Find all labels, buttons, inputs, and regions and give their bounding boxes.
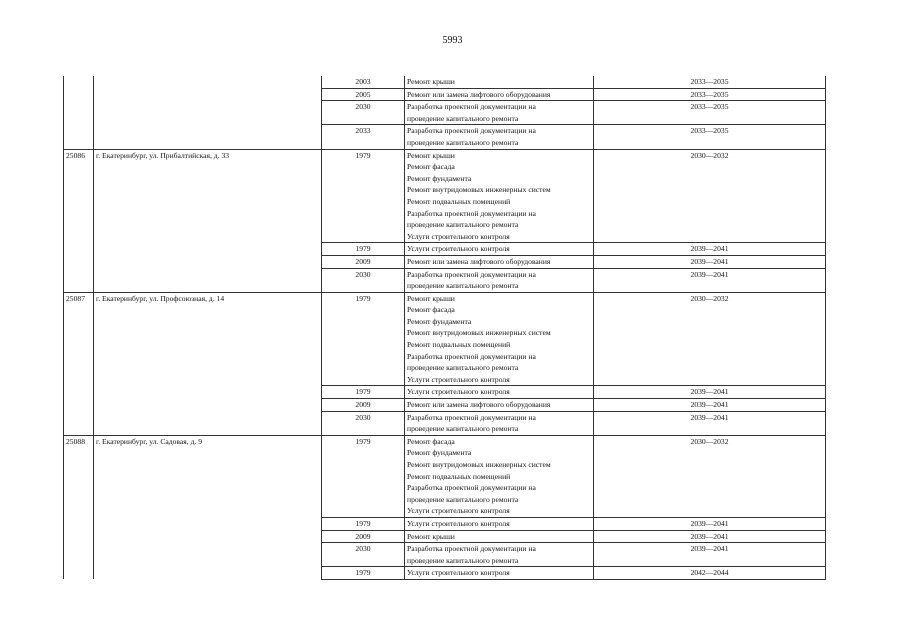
- work-item: Ремонт или замена лифтового оборудования: [407, 400, 551, 410]
- table-row: [64, 76, 826, 88]
- work-item: проведение капитального ремонта: [407, 137, 519, 147]
- work-item: Услуги строительного контроля: [407, 244, 510, 254]
- object-address: г. Екатеринбург, ул. Прибалтийская, д. 33: [94, 149, 322, 292]
- object-address: г. Екатеринбург, ул. Профсоюзная, д. 14: [94, 292, 322, 435]
- work-types: [405, 411, 594, 435]
- work-item: проведение капитального ремонта: [407, 424, 519, 434]
- planned-period: 2039—2041: [594, 386, 826, 399]
- commission-year: 1979: [322, 149, 405, 243]
- commission-year: 1979: [322, 435, 405, 517]
- work-item: Ремонт подвальных помещений: [407, 196, 511, 206]
- work-item: Ремонт внутридомовых инженерных систем: [407, 460, 551, 469]
- commission-year: 2030: [322, 411, 405, 435]
- work-types: [405, 435, 594, 517]
- work-item: проведение капитального ремонта: [407, 220, 519, 230]
- work-item: Услуги строительного контроля: [407, 231, 510, 241]
- work-item: Ремонт внутридомовых инженерных систем: [407, 185, 551, 195]
- planned-period: 2039—2041: [594, 411, 826, 435]
- work-item: Разработка проектной документации на: [407, 102, 536, 112]
- work-item: Ремонт или замена лифтового оборудования: [407, 256, 551, 266]
- work-item: проведение капитального ремонта: [407, 113, 519, 123]
- object-number: 25087: [64, 292, 94, 435]
- table-row: [64, 149, 826, 243]
- planned-period: 2039—2041: [594, 517, 826, 530]
- work-types: [405, 399, 594, 412]
- work-types: [405, 125, 594, 149]
- planned-period: 2030—2032: [594, 435, 826, 517]
- work-types: [405, 292, 594, 386]
- object-number: 25086: [64, 149, 94, 292]
- planned-period: 2030—2032: [594, 149, 826, 243]
- planned-period: 2033—2035: [594, 101, 826, 125]
- table-row: [64, 435, 826, 517]
- work-types: [405, 243, 594, 256]
- page-number: 5993: [442, 35, 463, 46]
- work-item: Ремонт крыши: [407, 531, 455, 541]
- work-item: Ремонт внутридомовых инженерных систем: [407, 328, 551, 338]
- planned-period: 2033—2035: [594, 125, 826, 149]
- commission-year: 2003: [322, 76, 405, 88]
- planned-period: 2033—2035: [594, 76, 826, 88]
- work-types: [405, 88, 594, 101]
- commission-year: 2009: [322, 399, 405, 412]
- commission-year: 2009: [322, 255, 405, 268]
- work-item: Ремонт подвальных помещений: [407, 471, 511, 481]
- work-item: Услуги строительного контроля: [407, 374, 510, 384]
- work-item: Ремонт фундамента: [407, 173, 472, 183]
- commission-year: 2030: [322, 543, 405, 567]
- work-item: Разработка проектной документации на: [407, 126, 536, 136]
- table-row: [64, 292, 826, 386]
- work-item: Услуги строительного контроля: [407, 506, 510, 516]
- work-item: Разработка проектной документации на: [407, 544, 536, 554]
- commission-year: 1979: [322, 567, 405, 580]
- object-address: г. Екатеринбург, ул. Садовая, д. 9: [94, 435, 322, 579]
- work-item: проведение капитального ремонта: [407, 494, 519, 504]
- work-item: проведение капитального ремонта: [407, 555, 519, 565]
- work-types: [405, 517, 594, 530]
- capital-repair-table: [63, 76, 826, 580]
- work-item: Разработка проектной документации на: [407, 269, 536, 279]
- planned-period: 2033—2035: [594, 88, 826, 101]
- work-item: Ремонт крыши: [407, 150, 455, 160]
- planned-period: 2039—2041: [594, 530, 826, 543]
- work-item: Разработка проектной документации на: [407, 208, 536, 218]
- planned-period: 2039—2041: [594, 268, 826, 292]
- planned-period: 2039—2041: [594, 243, 826, 256]
- commission-year: 2030: [322, 268, 405, 292]
- object-number: [64, 76, 94, 149]
- work-item: Разработка проектной документации на: [407, 351, 536, 361]
- work-types: [405, 149, 594, 243]
- work-types: [405, 268, 594, 292]
- commission-year: 1979: [322, 292, 405, 386]
- commission-year: 1979: [322, 243, 405, 256]
- planned-period: 2039—2041: [594, 399, 826, 412]
- commission-year: 1979: [322, 386, 405, 399]
- work-item: Ремонт фундамента: [407, 316, 472, 326]
- work-item: Услуги строительного контроля: [407, 518, 510, 528]
- object-address: [94, 76, 322, 149]
- work-item: Разработка проектной документации на: [407, 412, 536, 422]
- commission-year: 2030: [322, 101, 405, 125]
- work-item: Ремонт крыши: [407, 77, 455, 86]
- work-item: Ремонт подвальных помещений: [407, 340, 511, 350]
- work-types: [405, 530, 594, 543]
- work-item: Ремонт фундамента: [407, 448, 472, 458]
- planned-period: 2030—2032: [594, 292, 826, 386]
- work-item: Ремонт фасада: [407, 162, 455, 172]
- work-item: Услуги строительного контроля: [407, 387, 510, 397]
- commission-year: 2005: [322, 88, 405, 101]
- work-item: Услуги строительного контроля: [407, 568, 510, 578]
- work-item: Ремонт фасада: [407, 305, 455, 315]
- work-types: [405, 567, 594, 580]
- work-item: проведение капитального ремонта: [407, 281, 519, 291]
- commission-year: 1979: [322, 517, 405, 530]
- work-item: проведение капитального ремонта: [407, 363, 519, 373]
- work-types: [405, 386, 594, 399]
- work-types: [405, 76, 594, 88]
- object-number: 25088: [64, 435, 94, 579]
- commission-year: 2009: [322, 530, 405, 543]
- work-types: [405, 101, 594, 125]
- planned-period: 2042—2044: [594, 567, 826, 580]
- planned-period: 2039—2041: [594, 543, 826, 567]
- commission-year: 2033: [322, 125, 405, 149]
- work-item: Ремонт или замена лифтового оборудования: [407, 89, 551, 99]
- work-types: [405, 255, 594, 268]
- work-types: [405, 543, 594, 567]
- work-item: Ремонт крыши: [407, 293, 455, 303]
- planned-period: 2039—2041: [594, 255, 826, 268]
- work-item: Разработка проектной документации на: [407, 483, 536, 493]
- work-item: Ремонт фасада: [407, 436, 455, 446]
